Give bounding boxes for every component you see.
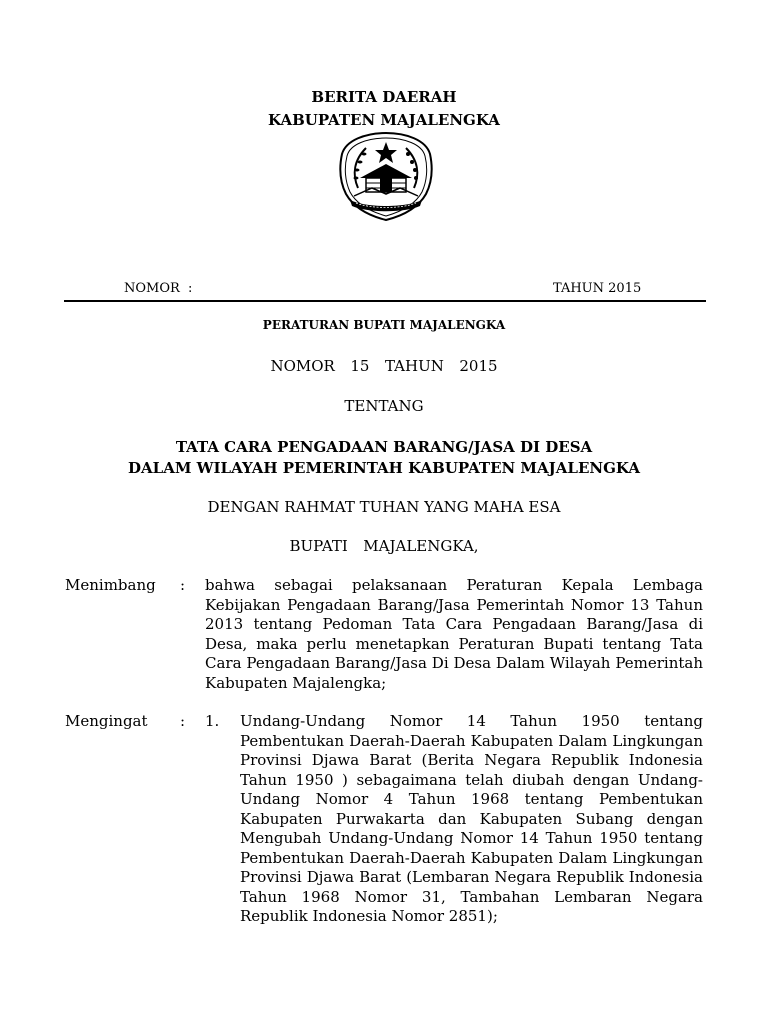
header-divider	[64, 300, 706, 302]
mengingat-label: Mengingat	[65, 712, 148, 730]
regulation-subject-line2: DALAM WILAYAH PEMERINTAH KABUPATEN MAJALENGKA	[128, 459, 640, 477]
regulation-issuer: BUPATI MAJALENGKA,	[289, 537, 479, 555]
issue-year-label: TAHUN 2015	[553, 281, 642, 296]
mengingat-item-number: 1.	[205, 712, 220, 730]
menimbang-paragraph: bahwa sebagai pelaksanaan Peraturan Kepala Lembaga Kebijakan Pengadaan Barang/Jasa Pemerintah Nomor 13 Tahun 2013 tentang Pedoman Tata Cara Pengadaan Barang/Jasa di Desa, maka perlu menetapkan Peraturan Bupati tentang Tata Cara Pengadaan Barang/Jasa Di Desa Dalam Wilayah Pemerintah Kabupaten Majalengka;	[205, 576, 703, 692]
menimbang-label: Menimbang	[65, 576, 156, 594]
majalengka-emblem-icon	[336, 130, 436, 222]
document-header-title: BERITA DAERAH	[311, 88, 457, 106]
issue-number-label: NOMOR :	[124, 281, 193, 296]
menimbang-colon: :	[180, 576, 186, 594]
mengingat-item-paragraph: Undang-Undang Nomor 14 Tahun 1950 tentang Pembentukan Daerah-Daerah Kabupaten Dalam Lingkungan Provinsi Djawa Barat (Berita Negara Republik Indonesia Tahun 1950 ) sebagaimana telah diubah dengan Undang-Undang Nomor 4 Tahun 1968 tentang Pembentukan Kabupaten Purwakarta dan Kabupaten Subang dengan Mengubah Undang-Undang Nomor 14 Tahun 1950 tentang Pembentukan Daerah-Daerah Kabupaten Dalam Lingkungan Provinsi Djawa Barat (Lembaran Negara Republik Indonesia Tahun 1968 Nomor 31, Tambahan Lembaran Negara Republik Indonesia Nomor 2851);	[240, 712, 703, 925]
regulation-number: NOMOR 15 TAHUN 2015	[270, 357, 498, 375]
regulation-title: PERATURAN BUPATI MAJALENGKA	[262, 318, 506, 332]
regulation-tentang: TENTANG	[344, 397, 424, 415]
regulation-invocation: DENGAN RAHMAT TUHAN YANG MAHA ESA	[207, 498, 561, 516]
regulation-subject-line1: TATA CARA PENGADAAN BARANG/JASA DI DESA	[175, 438, 593, 456]
document-header-subtitle: KABUPATEN MAJALENGKA	[268, 111, 500, 129]
mengingat-colon: :	[180, 712, 186, 730]
